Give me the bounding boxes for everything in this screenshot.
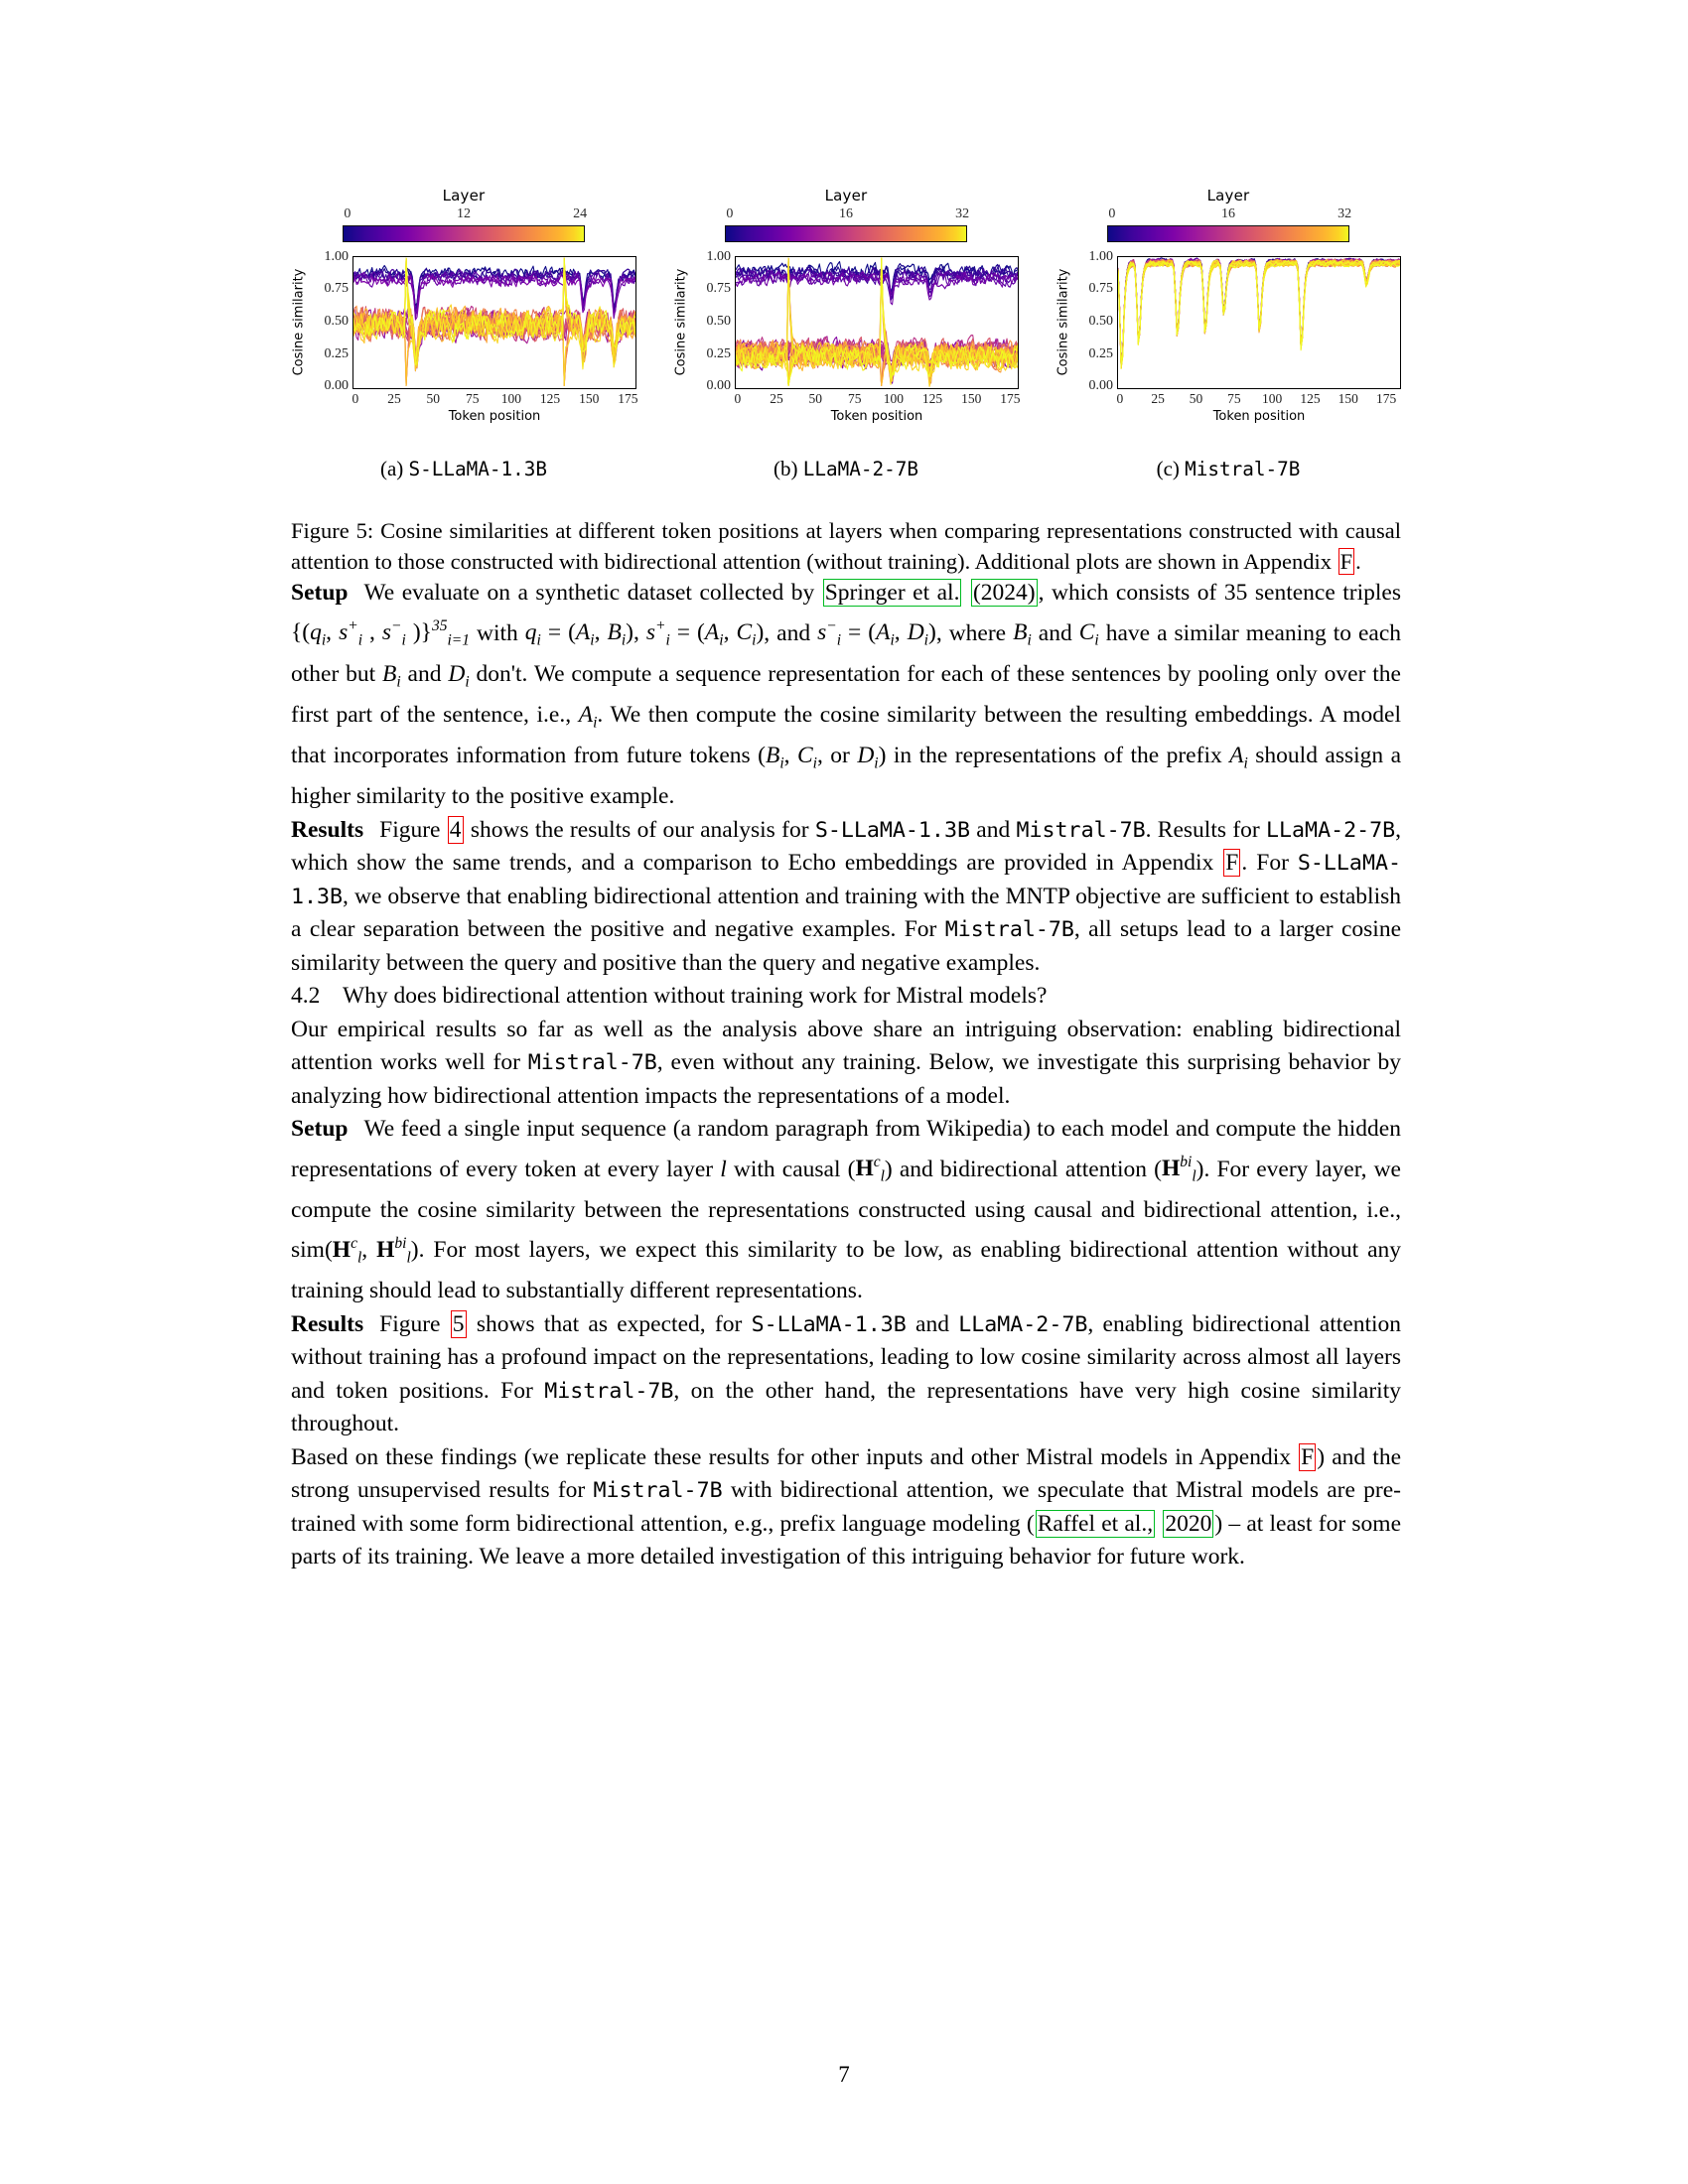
colorbar-tick-mid-b: 16 xyxy=(839,206,853,221)
x-tick-b-2: 50 xyxy=(808,391,822,406)
setup-1-text-4: , and xyxy=(764,619,818,646)
y-tick-a-3: 0.25 xyxy=(324,346,349,361)
x-tick-a-1: 25 xyxy=(387,391,401,406)
results-1-text-3: and xyxy=(969,816,1017,843)
results-2-model-1: S-LLaMA-1.3B xyxy=(751,1311,907,1337)
final-model-1: Mistral-7B xyxy=(593,1478,723,1504)
subfig-model-c: Mistral-7B xyxy=(1185,458,1301,480)
x-tick-a-3: 75 xyxy=(465,391,480,406)
x-tick-b-7: 175 xyxy=(1000,391,1021,406)
colorbar-ticks-c xyxy=(1107,206,1352,223)
setup-1-text-7: have a similar meaning to each other but xyxy=(291,619,1402,687)
colorbar-gradient-c xyxy=(1107,225,1349,242)
setup-1-text-11: should assign a higher similarity to the positive example. xyxy=(291,742,1402,810)
section-number: 4.2 xyxy=(291,983,321,1010)
results-1-model-3: LLaMA-2-7B xyxy=(1266,817,1396,843)
intro-text-1: Our empirical results so far as well as the analysis above share an intriguing observation: enabling bidirectional attention works well for xyxy=(291,1016,1401,1076)
colorbar-tick-mid-c: 16 xyxy=(1221,206,1235,221)
setup-1-text-6: and xyxy=(1031,619,1079,646)
results-1-text-8: , all setups lead to a larger cosine similarity between the query and positive than the query and negative examples. xyxy=(291,916,1401,976)
y-tick-b-2: 0.50 xyxy=(706,314,731,329)
x-tick-c-1: 25 xyxy=(1151,391,1165,406)
results-2-text-5: , on the other hand, the representations have very high cosine similarity throughout. xyxy=(291,1377,1401,1437)
x-tick-a-4: 100 xyxy=(500,391,521,406)
paragraph-setup-1 xyxy=(291,577,1401,814)
x-tick-a-2: 50 xyxy=(426,391,440,406)
setup-1-run-in: Setup xyxy=(291,580,349,606)
series-canvas-a xyxy=(353,257,635,388)
colorbar-title-a: Layer xyxy=(442,187,486,205)
y-tick-c-1: 0.75 xyxy=(1088,281,1113,296)
math-layer-l: l xyxy=(720,1156,727,1182)
results-2-model-2: LLaMA-2-7B xyxy=(958,1311,1088,1337)
section-heading-4-2 xyxy=(291,980,1401,1014)
setup-2-text-2: with causal ( xyxy=(726,1156,856,1182)
x-tick-b-3: 75 xyxy=(847,391,862,406)
subfig-tag-a: (a) xyxy=(379,457,404,480)
results-2-run-in: Results xyxy=(291,1310,364,1337)
paragraph-intro-4-2 xyxy=(291,1014,1401,1114)
math-Bi-2: $B_i$ xyxy=(382,660,401,691)
citation-springer-author[interactable]: Springer et al. xyxy=(824,580,960,606)
final-text-4: ) – at least for some parts of its training. We leave a more detailed investigation of this intriguing behavior for future work. xyxy=(291,1510,1402,1570)
citation-raffel-year[interactable]: 2020 xyxy=(1165,1510,1212,1537)
paragraph-final xyxy=(291,1441,1401,1574)
x-tick-b-6: 150 xyxy=(961,391,982,406)
x-tick-b-5: 125 xyxy=(921,391,943,406)
math-Ai-2: $A_i$ xyxy=(1229,742,1248,772)
setup-1-text-1: We evaluate on a synthetic dataset collected by xyxy=(363,580,822,606)
colorbar-tick-min-b: 0 xyxy=(726,206,734,221)
setup-1-text-3: with xyxy=(469,619,525,646)
results-1-text-4: . Results for xyxy=(1145,816,1267,843)
y-tick-a-4: 0.00 xyxy=(324,378,349,393)
x-tick-c-6: 150 xyxy=(1337,391,1358,406)
x-tick-labels-b xyxy=(735,391,1019,407)
paragraph-results-1 xyxy=(291,814,1401,981)
colorbar-ticks-a xyxy=(343,206,588,223)
plot-area-b xyxy=(735,256,1019,389)
setup-2-text-3: ) and bidirectional attention ( xyxy=(884,1156,1162,1182)
results-1-model-1: S-LLaMA-1.3B xyxy=(814,817,970,843)
figure-caption-text: Cosine similarities at different token positions at layers when comparing representations constructed with causal attention to those constructed with bidirectional attention (without training). Additional plots are shown in Appendix xyxy=(291,518,1401,574)
page-number: 7 xyxy=(838,2062,850,2087)
citation-springer-year[interactable]: (2024) xyxy=(972,580,1036,606)
subfig-tag-b: (b) xyxy=(773,457,798,480)
figure-5 xyxy=(291,187,1401,481)
subfigure-c xyxy=(1055,187,1401,481)
x-tick-a-0: 0 xyxy=(352,391,359,406)
results-1-text-6: . For xyxy=(1241,850,1298,877)
colorbar-title-b: Layer xyxy=(824,187,868,205)
final-text-1: Based on these findings (we replicate these results for other inputs and other Mistral models in Appendix xyxy=(291,1443,1299,1470)
x-tick-b-1: 25 xyxy=(770,391,783,406)
setup-1-text-6b: and xyxy=(400,660,449,687)
setup-2-run-in: Setup xyxy=(291,1116,349,1143)
y-tick-labels-b xyxy=(691,249,735,393)
appendix-f-ref-link-2[interactable]: F xyxy=(1301,1443,1315,1470)
x-tick-c-4: 100 xyxy=(1262,391,1283,406)
y-tick-b-3: 0.25 xyxy=(706,346,731,361)
x-tick-c-0: 0 xyxy=(1116,391,1124,406)
colorbar-tick-mid-a: 12 xyxy=(457,206,471,221)
results-2-text-1: Figure xyxy=(379,1310,450,1337)
figure-caption-period: . xyxy=(1355,549,1361,574)
plot-area-c xyxy=(1117,256,1401,389)
setup-1-text-5: , where xyxy=(935,619,1014,646)
results-2-text-3: and xyxy=(906,1310,959,1337)
math-sim-expression: $sim(H^c_l$, $H^{bi}_l$) xyxy=(291,1235,419,1267)
colorbar-tick-max-b: 32 xyxy=(955,206,970,221)
paragraph-results-2 xyxy=(291,1308,1401,1441)
setup-2-text-5: . For most layers, we expect this similarity to be low, as enabling bidirectional attention without any training should lead to substantially different representations. xyxy=(291,1236,1401,1304)
colorbar-tick-max-a: 24 xyxy=(573,206,588,221)
x-tick-c-5: 125 xyxy=(1300,391,1321,406)
math-q-def: $q_i = (A_i$, $B_i$), $s^+_i = (A_i$, $C_i$) xyxy=(524,617,765,650)
results-2-text-4: , enabling bidirectional attention without training has a profound impact on the representations, leading to low cosine similarity across almost all layers and token positions. For xyxy=(291,1310,1402,1404)
figure-caption xyxy=(291,515,1401,577)
y-tick-b-1: 0.75 xyxy=(706,281,731,296)
y-axis-label-c: Cosine similarity xyxy=(1055,268,1071,375)
math-s-neg-def: $s^-_i = (A_i$, $D_i$) xyxy=(817,617,936,650)
colorbar-title-c: Layer xyxy=(1206,187,1250,205)
x-tick-c-3: 75 xyxy=(1227,391,1241,406)
final-text-3: with bidirectional attention, we speculate that Mistral models are pre-trained with some form bidirectional attention, e.g., prefix language modeling ( xyxy=(291,1477,1401,1537)
intro-model-1: Mistral-7B xyxy=(527,1050,657,1076)
x-tick-b-0: 0 xyxy=(734,391,742,406)
math-H-bidirectional: $H^{bi}_l$ xyxy=(1162,1154,1196,1186)
y-tick-c-4: 0.00 xyxy=(1088,378,1113,393)
results-1-model-4: S-LLaMA-1.3B xyxy=(291,851,1401,909)
y-tick-c-2: 0.50 xyxy=(1088,314,1113,329)
math-triples: {($q_i$, $s^+_i$ , $s^-_i$ )}$^{35}_{i=1}$ xyxy=(291,617,470,650)
results-1-model-2: Mistral-7B xyxy=(1016,817,1146,843)
y-tick-c-0: 1.00 xyxy=(1088,249,1113,264)
x-tick-c-7: 175 xyxy=(1376,391,1397,406)
series-canvas-b xyxy=(736,257,1018,388)
x-tick-c-2: 50 xyxy=(1189,391,1203,406)
y-tick-labels-a xyxy=(309,249,352,393)
colorbar-tick-min-a: 0 xyxy=(344,206,352,221)
subfigure-caption-b xyxy=(673,457,1019,481)
plot-c xyxy=(1055,249,1401,424)
subfigure-caption-a xyxy=(291,457,636,481)
y-tick-a-0: 1.00 xyxy=(324,249,349,264)
colorbar-tick-max-c: 32 xyxy=(1337,206,1352,221)
final-text-2: ) and the strong unsupervised results for xyxy=(291,1443,1401,1504)
colorbar-tick-min-c: 0 xyxy=(1108,206,1116,221)
section-title: Why does bidirectional attention without training work for Mistral models? xyxy=(343,983,1048,1010)
y-tick-a-1: 0.75 xyxy=(324,281,349,296)
series-canvas-c xyxy=(1118,257,1400,388)
citation-raffel-author[interactable]: Raffel et al., xyxy=(1037,1510,1154,1537)
x-axis-label-c: Token position xyxy=(1212,409,1306,424)
results-1-text-1: Figure xyxy=(379,816,447,843)
x-axis-label-b: Token position xyxy=(830,409,923,424)
subfig-model-a: S-LLaMA-1.3B xyxy=(408,458,548,480)
math-Di-1: $D_i$ xyxy=(448,660,470,691)
subfig-model-b: LLaMA-2-7B xyxy=(802,458,919,480)
y-tick-b-0: 1.00 xyxy=(706,249,731,264)
paragraph-setup-2 xyxy=(291,1113,1401,1308)
setup-1-text-9: . We then compute the cosine similarity between the resulting embeddings. A model that incorporates information from future tokens ( xyxy=(291,701,1401,768)
x-tick-labels-c xyxy=(1117,391,1401,407)
appendix-f-ref-link-1[interactable]: F xyxy=(1225,850,1239,877)
plot-a xyxy=(291,249,638,424)
setup-2-text-4: ). For every layer, we compute the cosine similarity between the representations constructed using causal and bidirectional attention, i.e., xyxy=(291,1156,1401,1223)
x-tick-a-6: 150 xyxy=(579,391,600,406)
math-H-causal: $H^c_l$ xyxy=(855,1154,885,1186)
results-1-text-7: , we observe that enabling bidirectional attention and training with the MNTP objective are sufficient to establish a clear separation between the positive and negative examples. For xyxy=(291,883,1401,943)
x-tick-a-7: 175 xyxy=(618,391,638,406)
intro-text-2: , even without any training. Below, we investigate this surprising behavior by analyzing how bidirectional attention impacts the representations of a model. xyxy=(291,1049,1401,1109)
results-1-model-5: Mistral-7B xyxy=(944,917,1074,943)
subfigure-b xyxy=(673,187,1019,481)
figure-4-ref-link[interactable]: 4 xyxy=(449,816,462,843)
y-tick-c-3: 0.25 xyxy=(1088,346,1113,361)
y-tick-a-2: 0.50 xyxy=(324,314,349,329)
results-2-model-3: Mistral-7B xyxy=(544,1378,674,1404)
colorbar-gradient-b xyxy=(725,225,967,242)
y-tick-b-4: 0.00 xyxy=(706,378,731,393)
setup-1-text-2: , which consists of 35 sentence triples xyxy=(1038,580,1401,606)
colorbar-ticks-b xyxy=(725,206,970,223)
results-1-text-5: , which show the same trends, and a comparison to Echo embeddings are provided in Appendix xyxy=(291,816,1402,877)
results-1-run-in: Results xyxy=(291,816,364,843)
math-Ci-1: $C_i$ xyxy=(1078,619,1099,650)
plot-area-a xyxy=(352,256,636,389)
subfig-tag-c: (c) xyxy=(1156,457,1180,480)
y-axis-label-a: Cosine similarity xyxy=(291,268,307,375)
figure-caption-label: Figure 5: xyxy=(291,518,374,543)
colorbar-gradient-a xyxy=(343,225,585,242)
setup-1-text-10: ) in the representations of the prefix xyxy=(878,742,1230,768)
x-axis-label-a: Token position xyxy=(448,409,541,424)
results-2-text-2: shows that as expected, for xyxy=(467,1310,752,1337)
results-1-text-2: shows the results of our analysis for xyxy=(464,816,815,843)
math-Bi-1: $B_i$ xyxy=(1013,619,1032,650)
subfigure-caption-c xyxy=(1055,457,1401,481)
appendix-ref-link[interactable]: F xyxy=(1339,549,1353,574)
subfigure-a xyxy=(291,187,636,481)
x-tick-a-5: 125 xyxy=(539,391,561,406)
page-content xyxy=(291,0,1401,1574)
y-tick-labels-c xyxy=(1073,249,1117,393)
setup-1-text-8: don't. We compute a sequence representation for each of these sentences by pooling only over the first part of the sentence, i.e., xyxy=(291,660,1401,728)
figure-5-ref-link[interactable]: 5 xyxy=(452,1310,465,1337)
x-tick-labels-a xyxy=(352,391,636,407)
plot-b xyxy=(673,249,1021,424)
math-future-tokens: $B_i$, $C_i$, or $D_i$ xyxy=(765,742,879,772)
y-axis-label-b: Cosine similarity xyxy=(673,268,689,375)
x-tick-b-4: 100 xyxy=(883,391,904,406)
setup-2-text-1: We feed a single input sequence (a random paragraph from Wikipedia) to each model and compute the hidden representations of every token at every layer xyxy=(291,1116,1401,1182)
math-Ai-1: $A_i$ xyxy=(578,701,598,732)
